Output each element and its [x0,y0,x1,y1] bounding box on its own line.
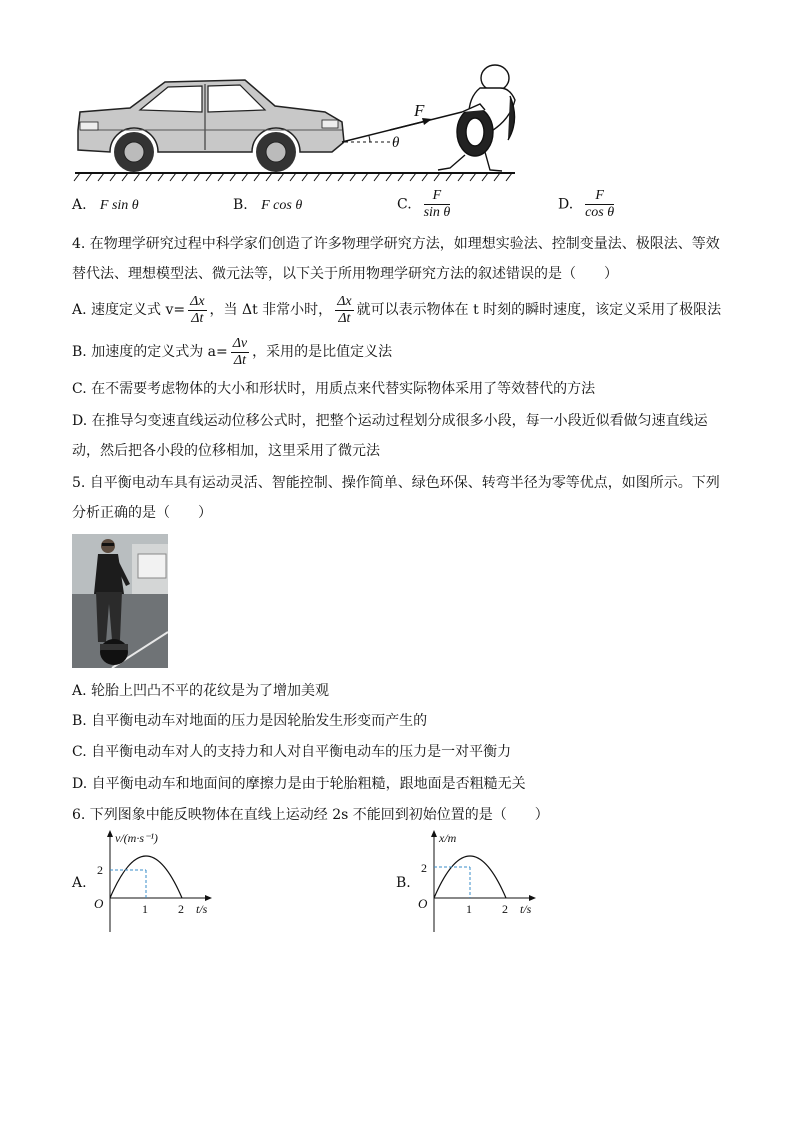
fraction-denominator: cos θ [585,205,615,220]
graph-b-origin: O [418,896,428,911]
car [78,80,344,172]
q3-option-d [558,188,617,221]
q4-option-d-line2: 动，然后把各小段的位移相加，这里采用了微元法 [72,443,380,459]
graph-b-ylabel: x/m [439,831,457,845]
graph-b-ytick: 2 [421,861,427,875]
graph-b-xtick1: 1 [466,902,472,916]
force-label: F [414,101,425,120]
option-a-formula: F sin θ [99,198,139,213]
angle-label: θ [392,135,400,151]
fraction-denominator: sin θ [423,205,451,220]
q6-stem: 6. 下列图象中能反映物体在直线上运动经 2s 不能回到初始位置的是（ ） [72,807,549,823]
graph-a-ylabel: v/(m·s⁻¹) [115,831,158,845]
option-a-prefix: A. 速度定义式 v= [72,302,186,318]
car-pull-figure [70,60,530,185]
graph-a-xlabel: t/s [196,902,208,916]
q4-option-b [72,332,392,372]
fraction-denominator: Δt [338,310,351,326]
self-balancing-scooter-photo [72,534,168,668]
graph-a-xtick2: 2 [178,902,184,916]
person-pulling [438,65,515,171]
fraction-numerator: F [424,188,451,205]
q3-option-a [72,197,139,214]
q4-stem-line2: 替代法、理想模型法、微元法等，以下关于所用物理学研究方法的叙述错误的是（ ） [72,266,618,282]
fraction-numerator: Δv [232,335,248,351]
q4-stem-line1: 4. 在物理学研究过程中科学家们创造了许多物理学研究方法，如理想实验法、控制变量法、极限法、等效 [72,236,720,252]
q5-stem-line1: 5. 自平衡电动车具有运动灵活、智能控制、操作简单、绿色环保、转弯半径为零等优点，如图所示。下列 [72,475,720,491]
q4-option-a [72,290,721,330]
fraction-denominator: Δt [233,352,246,368]
option-letter: D. [558,196,574,213]
q5-option-a: A. 轮胎上凹凸不平的花纹是为了增加美观 [72,683,330,699]
option-b-formula: F cos θ [261,198,303,213]
q3-option-b [233,197,302,214]
fraction-numerator: Δx [190,293,205,309]
graph-a-vt [90,828,230,936]
q4-option-c: C. 在不需要考虑物体的大小和形状时，用质点来代替实际物体采用了等效替代的方法 [72,381,596,397]
fraction-denominator: Δt [191,310,204,326]
fraction-numerator: F [585,188,614,205]
graph-b-xtick2: 2 [502,902,508,916]
q3-option-c [397,188,453,221]
q5-stem-line2: 分析正确的是（ ） [72,505,212,521]
q4-option-d-line1: D. 在推导匀变速直线运动位移公式时，把整个运动过程划分成很多小段，每一小段近似看做匀速直线运 [72,413,708,429]
q5-option-b: B. 自平衡电动车对地面的压力是因轮胎发生形变而产生的 [72,713,428,729]
graph-b-xlabel: t/s [520,902,532,916]
option-letter: B. [233,197,248,213]
graph-b-xt [414,828,554,936]
graph-a-ytick: 2 [97,863,103,877]
option-a-middle: ，当 Δt 非常小时， [209,302,333,318]
q5-option-d: D. 自平衡电动车和地面间的摩擦力是由于轮胎粗糙，跟地面是否粗糙无关 [72,776,526,792]
option-a-suffix: 就可以表示物体在 t 时刻的瞬时速度，该定义采用了极限法 [356,302,722,318]
graph-b-letter: B. [396,875,411,891]
graph-a-letter: A. [72,875,87,891]
option-b-prefix: B. 加速度的定义式为 a= [72,344,228,360]
fraction-numerator: Δx [337,293,352,309]
graph-a-xtick1: 1 [142,902,148,916]
option-letter: C. [397,196,412,213]
graph-a-origin: O [94,896,104,911]
q5-option-c: C. 自平衡电动车对人的支持力和人对自平衡电动车的压力是一对平衡力 [72,744,512,760]
option-letter: A. [72,197,87,213]
option-b-suffix: ，采用的是比值定义法 [252,344,393,360]
